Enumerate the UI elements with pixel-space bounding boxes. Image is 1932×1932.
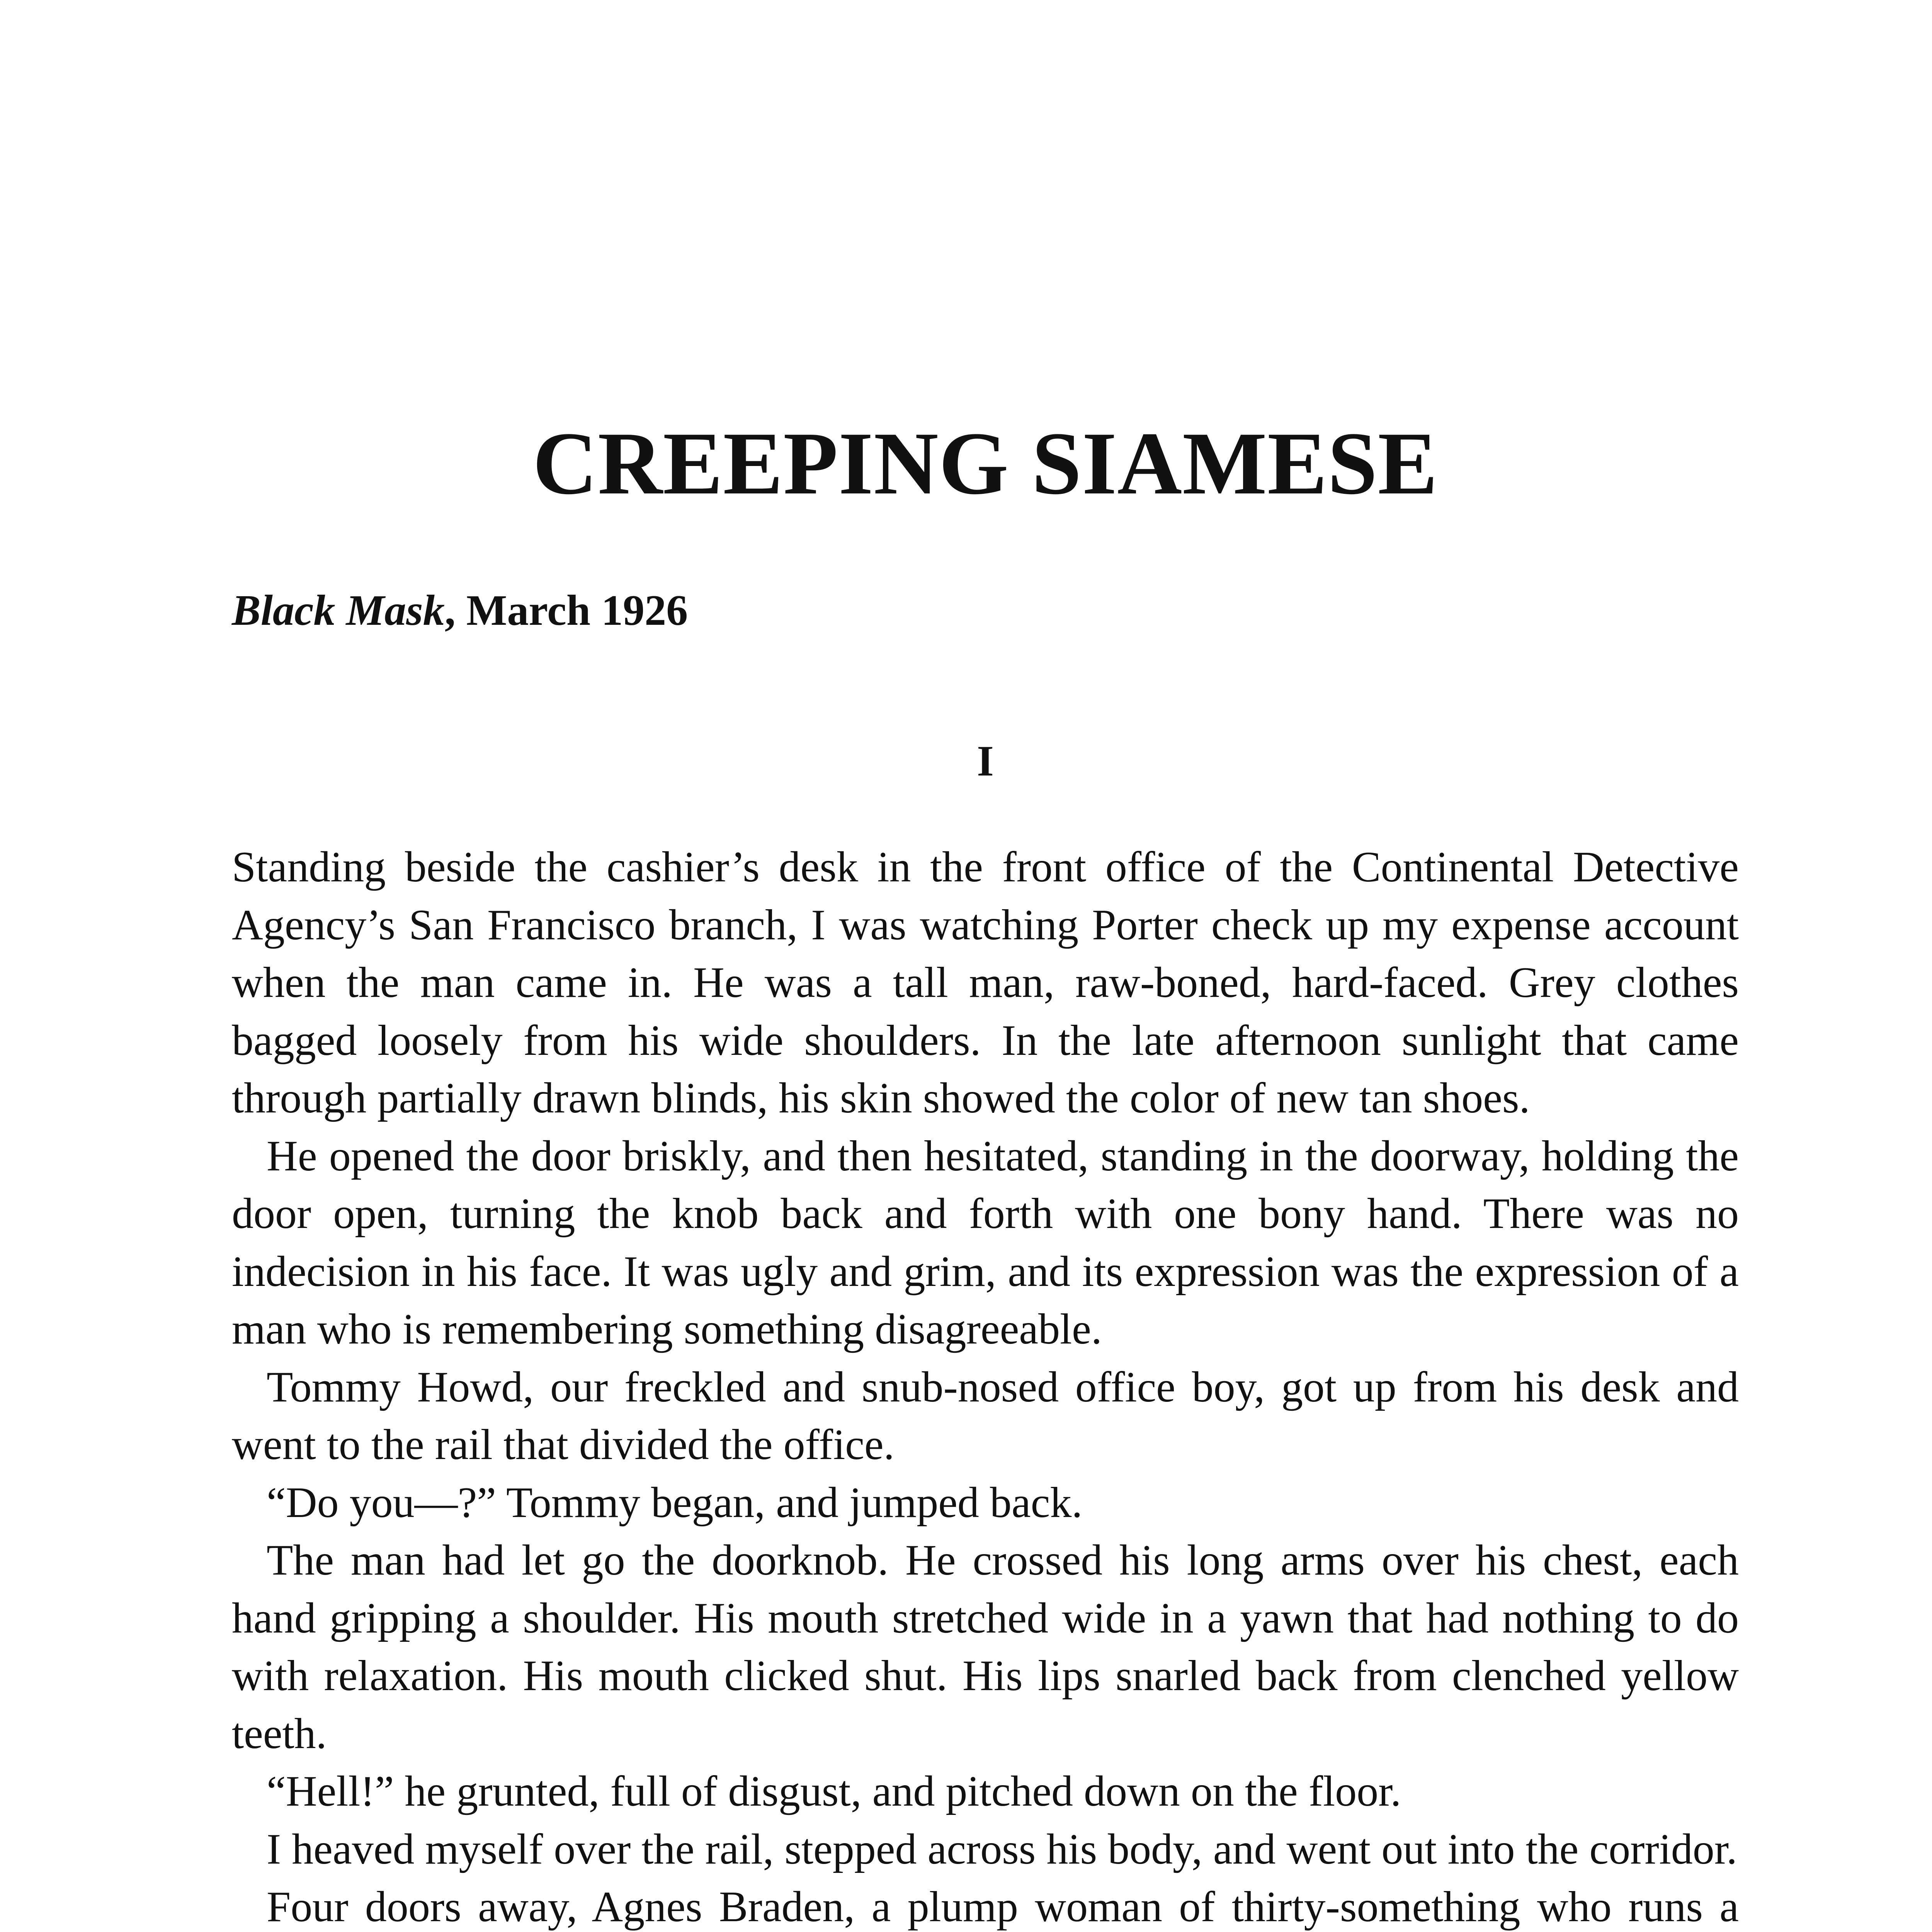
paragraph: Tommy Howd, our freckled and snub-nosed office boy, got up from his desk and went to the rail that divided the office. <box>232 1363 1739 1469</box>
source-line <box>232 582 688 639</box>
source-date: March 1926 <box>466 587 688 634</box>
source-publication: Black Mask <box>232 587 445 634</box>
paragraph: “Do you—?” Tommy began, and jumped back. <box>267 1478 1083 1527</box>
story-body <box>232 838 1739 1932</box>
paragraph: I heaved myself over the rail, stepped across his body, and went out into the corridor. <box>267 1825 1737 1873</box>
story-title: CREEPING SIAMESE <box>532 414 1438 513</box>
section-number: I <box>977 737 994 785</box>
paragraph: He opened the door briskly, and then hesitated, standing in the doorway, holding the door open, turning the knob back and forth with one bony hand. There was no indecision in his face. It was ugly and grim, and its expression was the expression of a man who is remembering something disagreeable. <box>232 1132 1739 1353</box>
source-separator: , <box>444 587 456 634</box>
paragraph: Four doors away, Agnes Braden, a plump woman of thirty-something who runs a <box>267 1883 1739 1931</box>
paragraph: Standing beside the cashier’s desk in the front office of the Continental Detective Agency’s San Francisco branch, I was watching Porter check up my expense account when the man came in. He was a tall man, raw-boned, hard-faced. Grey clothes bagged loosely from his wide shoulders. In the late afternoon sunlight that came through partially drawn blinds, his skin showed the color of new tan shoes. <box>232 843 1739 1122</box>
paragraph: “Hell!” he grunted, full of disgust, and pitched down on the floor. <box>267 1767 1401 1815</box>
paragraph: The man had let go the doorknob. He crossed his long arms over his chest, each hand gripping a shoulder. His mouth stretched wide in a yawn that had nothing to do with relaxation. His mouth clicked shut. His lips snarled back from clenched yellow teeth. <box>232 1536 1739 1758</box>
